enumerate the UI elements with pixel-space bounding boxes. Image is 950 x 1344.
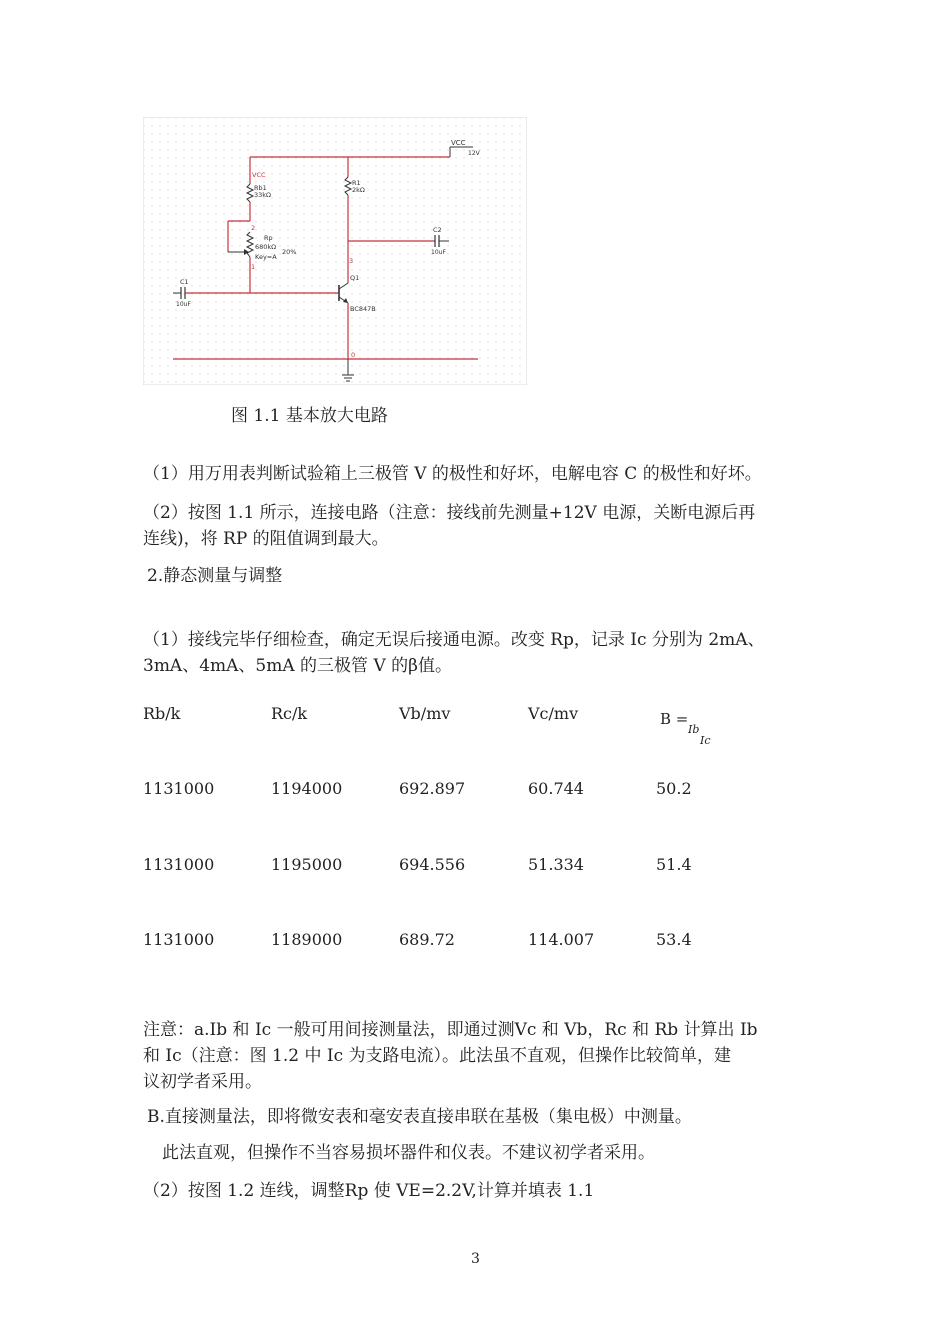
table-cell: 51.334 [528,855,584,874]
table-cell: 50.2 [656,779,692,798]
vcc-top-label: VCC [451,139,466,147]
section-heading: 2.静态测量与调整 [147,566,283,586]
page-number: 3 [471,1251,480,1267]
node-2-label: 2 [251,224,256,232]
q1-name: Q1 [350,274,360,282]
rp-name: Rp [264,234,273,242]
table-cell: 51.4 [656,855,692,874]
rp-percent: 20% [282,248,297,256]
table-cell: 692.897 [399,779,466,798]
beta-header-den: Ic [700,734,711,747]
table-cell: 689.72 [399,930,455,949]
table-header: Rb/k [143,704,181,723]
paragraph-3-line-1: （1）接线完毕仔细检查，确定无误后接通电源。改变 Rp，记录 Ic 分别为 2mA、 [143,630,765,650]
rp-key: Key=A [255,253,277,261]
paragraph-2-line-2: 连线)，将 RP 的阻值调到最大。 [143,529,389,549]
note-2: B.直接测量法，即将微安表和毫安表直接串联在基极（集电极）中测量。 [147,1107,692,1127]
c1-value: 10uF [176,301,191,308]
beta-header-main: B = [660,710,689,728]
note-3: 此法直观，但操作不当容易损坏器件和仪表。不建议初学者采用。 [162,1143,655,1163]
paragraph-1: （1）用万用表判断试验箱上三极管 V 的极性和好坏，电解电容 C 的极性和好坏。 [143,464,762,484]
circuit-diagram [143,117,527,385]
c2-name: C2 [433,226,442,234]
table-cell: 1194000 [271,779,343,798]
table-header: Vc/mv [528,704,579,723]
beta-header [660,710,740,746]
table-cell: 1189000 [271,930,343,949]
table-header: Vb/mv [399,704,451,723]
rp-value: 680kΩ [255,243,277,251]
rb1-value: 33kΩ [254,191,272,199]
table-cell: 1131000 [143,930,215,949]
note-1-line-2: 和 Ic（注意：图 1.2 中 Ic 为支路电流）。此法虽不直观，但操作比较简单，建 [143,1046,732,1066]
table-cell: 60.744 [528,779,584,798]
table-cell: 1131000 [143,855,215,874]
vcc-value-label: 12V [468,150,480,157]
node-3-label: 3 [349,257,354,265]
table-header: Rc/k [271,704,308,723]
r1-value: 2kΩ [352,186,365,194]
table-cell: 1131000 [143,779,215,798]
paragraph-3-line-2: 3mA、4mA、5mA 的三极管 V 的β值。 [143,656,452,676]
c1-name: C1 [180,278,189,286]
r1-name: R1 [352,179,361,187]
table-cell: 114.007 [528,930,595,949]
beta-header-num: Ib [688,723,700,736]
table-cell: 1195000 [271,855,343,874]
table-cell: 694.556 [399,855,466,874]
node-0-label: 0 [351,351,356,359]
c2-value: 10uF [431,249,446,256]
q1-model: BC847B [350,305,376,313]
note-1-line-1: 注意：a.Ib 和 Ic 一般可用间接测量法，即通过测Vc 和 Vb，Rc 和 Rb 计算出 Ib [143,1020,758,1040]
node-1-label: 1 [251,263,256,271]
figure-caption: 图 1.1 基本放大电路 [231,406,388,426]
rb1-name: Rb1 [254,184,267,192]
vcc-left-label: VCC [252,171,266,179]
paragraph-2-line-1: （2）按图 1.1 所示，连接电路（注意：接线前先测量+12V 电源，关断电源后再 [143,503,756,523]
note-1-line-3: 议初学者采用。 [143,1072,262,1092]
table-cell: 53.4 [656,930,692,949]
note-4: （2）按图 1.2 连线，调整Rp 使 VE=2.2V,计算并填表 1.1 [143,1181,595,1201]
